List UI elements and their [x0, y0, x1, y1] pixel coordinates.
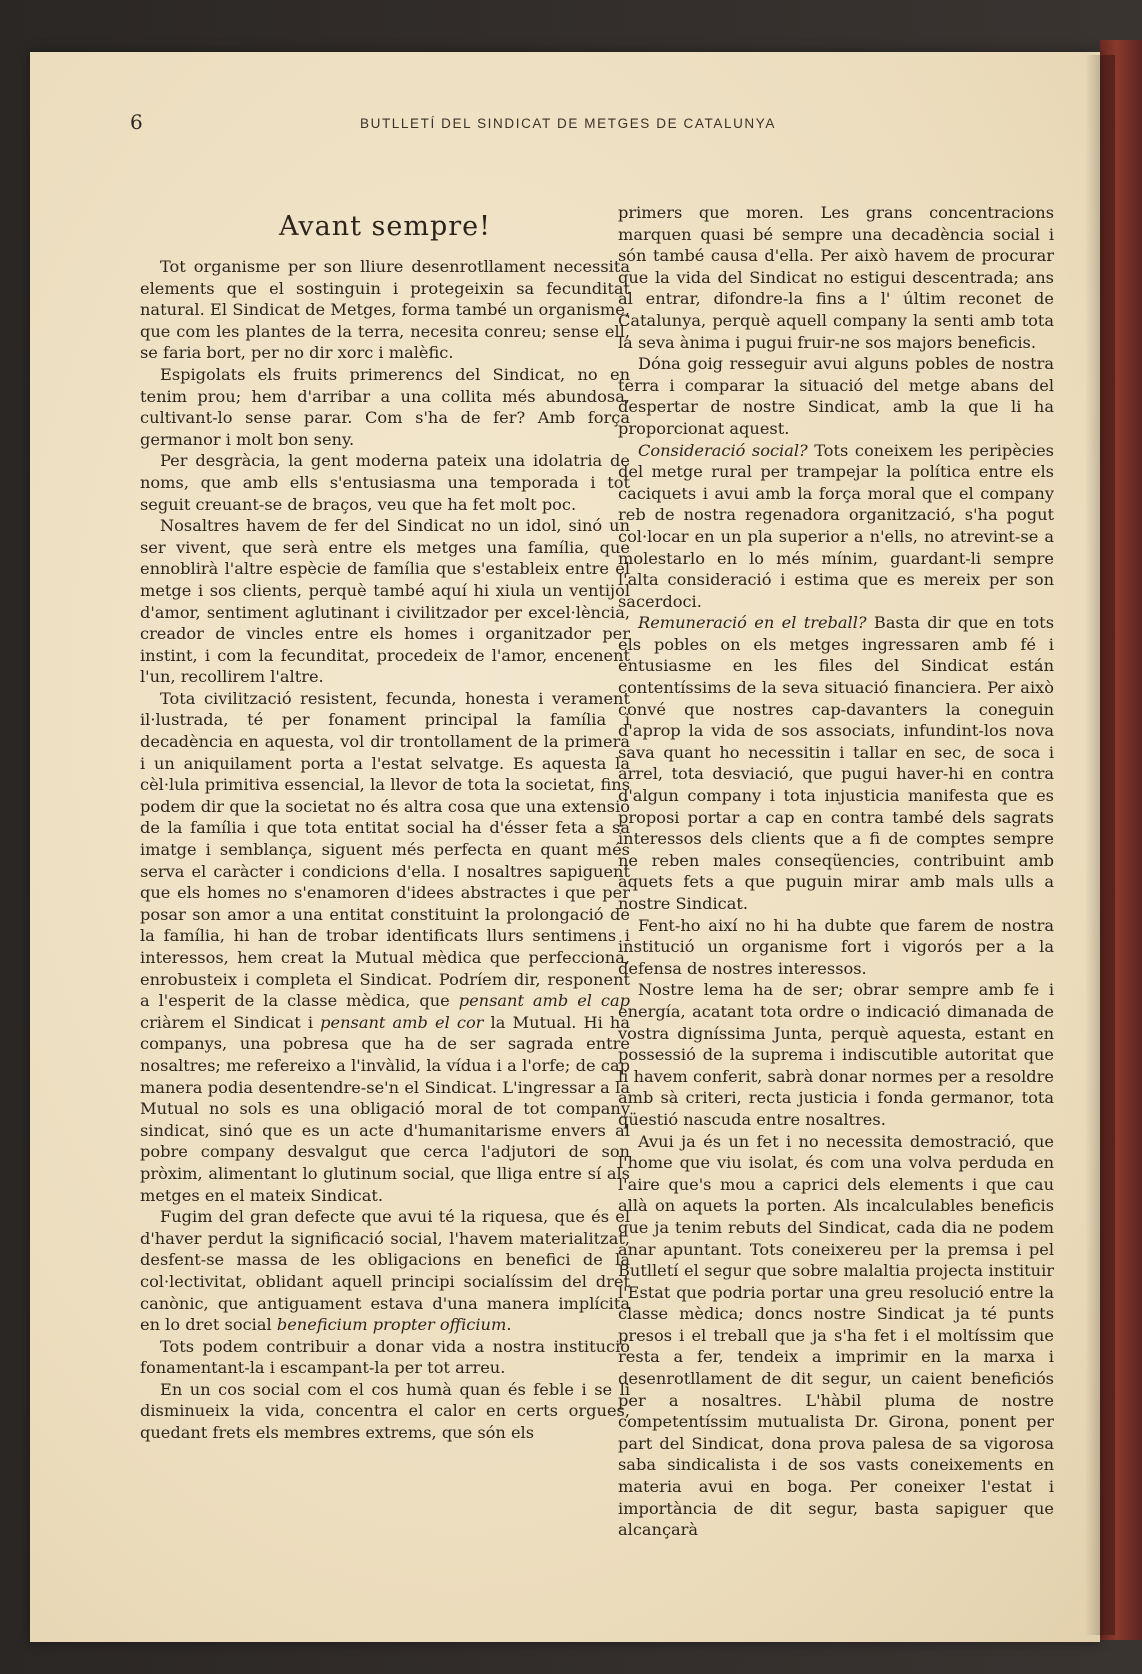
paragraph: Tot organisme per son lliure desenrotllament necessita elements que el sostinguin i protegeixin sa fecunditat natural. El Sindicat de Metges, forma també un organisme, que com les plantes de la terra, necesita conreu; sense ell, se faria bort, per no dir xorc i malèfic.: [140, 257, 630, 363]
paragraph: primers que moren. Les grans concentracions marquen quasi bé sempre una decadència social i són també causa d'ella. Per això havem de procurar que la vida del Sindicat no estigui descentrada; ans al entrar, difondre-la fins a l' últim reconet de Catalunya, perquè aquell company la senti amb tota la seva ànima i pugui fruir-ne sos majors beneficis.: [618, 203, 1054, 352]
paragraph: Per desgràcia, la gent moderna pateix una idolatria de noms, que amb ells s'entusiasma una temporada i tot seguit creuant-se de braços, veu que ha fet molt poc.: [140, 451, 630, 514]
text-run: criàrem el Sindicat i: [140, 1012, 321, 1032]
italic-phrase: pensant amb el cor: [320, 1012, 484, 1032]
paragraph: Nosaltres havem de fer del Sindicat no un idol, sinó un ser vivent, que serà entre els metges una família, que ennoblirà l'altre espècie de família que s'estableix entre el metge i sos clients, perquè també aquí hi xiula un ventijol d'amor, sentiment aglutinant i civilitzador per excel·lència, creador de vincles entre els homes i organitzador per instint, i com la fecunditat, procedeix de l'amor, encenent l'un, recollirem l'altre.: [140, 516, 630, 687]
left-column: [140, 202, 630, 1444]
paragraph: Nostre lema ha de ser; obrar sempre amb fe i energía, acatant tota ordre o indicació dimanada de vostra digníssima Junta, perquè aquesta, estant en possessió de la suprema i indiscutible autoritat que li havem conferit, sabrà donar normes per a resoldre amb sà criteri, recta justicia i fonda germanor, tota qüestió nascuda entre nosaltres.: [618, 980, 1054, 1129]
paragraph: [140, 1206, 630, 1336]
article-title: Avant sempre!: [278, 211, 492, 242]
italic-phrase: beneficium propter officium: [276, 1315, 507, 1335]
text-run: .: [506, 1315, 512, 1335]
page-number: 6: [130, 110, 143, 134]
text-run: la Mutual. Hi ha companys, una pobresa que ha de ser sagrada entre nosaltres; me refereixo a l'invàlid, la vídua i a l'orfe; de cap manera podia desentendre-se'n el Sindicat. L'ingressar a la Mutual no sols es una obligació moral de tot company sindicat, sinó que es un acte d'humanitarisme envers al pobre company desvalgut que cerca l'adjutori de son pròxim, alimentant lo glutinum social, que lliga entre sí als metges en el mateix Sindicat.: [140, 1012, 630, 1205]
paragraph: En un cos social com el cos humà quan és feble i se li disminueix la vida, concentra el calor en certs orgues, quedant frets els membres extrems, que són els: [140, 1379, 630, 1443]
paragraph: [618, 440, 1054, 613]
text-run: Basta dir que en tots els pobles on els metges ingressaren amb fé i entusiasme en les files del Sindicat están contentíssims de la seva situació financiera. Per això convé que nostres cap-davanters la coneguin d'aprop la vida de sos associats, infundint-los nova sava quant ho necessitin i tallar en sec, de soca i arrel, tota desviació, que pugui haver-hi en contra d'algun company i tota injusticia manifesta que es proposi portar a cap en contra també dels sagrats interessos dels clients que a fi de comptes sempre ne reben males conseqüencies, contribuint amb aquets fets a que puguin mirar amb mals ulls a nostre Sindicat.: [618, 613, 1054, 913]
italic-phrase: Consideració social?: [638, 440, 808, 460]
text-run: Tots coneixem les peripècies del metge rural per trampejar la política entre els caciquets i avui amb la força moral que el company reb de nostra regenadora organització, s'ha pogut col·locar en un pla superior a n'ells, no atrevint-se a molestarlo en lo més mínim, guardant-li sempre l'alta consideració i estima que es mereix per son sacerdoci.: [618, 440, 1054, 611]
paragraph: [140, 688, 630, 1206]
document-page: [30, 52, 1100, 1642]
page-gutter-shadow: [1085, 55, 1115, 1635]
paragraph: Espigolats els fruits primerencs del Sindicat, no en tenim prou; hem d'arribar a una collita més abundosa, cultivant-lo sense parar. Com s'ha de fer? Amb força germanor i molt bon seny.: [140, 364, 630, 449]
paragraph: Dóna goig resseguir avui alguns pobles de nostra terra i comparar la situació del metge abans del despertar de nostre Sindicat, amb la que li ha proporcionat aquest.: [618, 354, 1054, 438]
right-column: [618, 202, 1054, 1541]
text-run: Fugim del gran defecte que avui té la riquesa, que és el d'haver perdut la significació social, l'havem materialitzat, desfent-se massa de les obligacions en benefici de la col·lectivitat, oblidant aquell principi socialíssim del dret canònic, que antiguament estava d'una manera implícita en lo dret social: [140, 1207, 630, 1335]
running-head: BUTLLETÍ DEL SINDICAT DE METGES DE CATALUNYA: [360, 116, 776, 131]
paragraph: [618, 612, 1054, 914]
paragraph: Tots podem contribuir a donar vida a nostra institució fonamentant-la i escampant-la per tot arreu.: [140, 1336, 630, 1378]
italic-phrase: Remuneració en el treball?: [638, 613, 867, 633]
paragraph: Avui ja és un fet i no necessita demostració, que l'home que viu isolat, és com una volva perduda en l'aire que's mou a caprici dels elements i que cau allà on aquets la porten. Als incalculables beneficis que ja tenim rebuts del Sindicat, cada dia ne podem anar apuntant. Tots coneixereu per la premsa i pel Butlletí el segur que sobre malaltia projecta instituir l'Estat que podria portar una greu resolució entre la classe mèdica; doncs nostre Sindicat ja té punts presos i el treball que ja s'ha fet i el moltíssim que resta a fer, tendeix a imprimir en la marxa i desenrotllament de dit segur, un caient beneficiós per a nosaltres. L'hàbil pluma de nostre competentíssim mutualista Dr. Girona, ponent per part del Sindicat, dona prova palesa de sa vigorosa saba sindicalista i de sos vasts coneixements en materia avui en boga. Per coneixer l'estat i importància de dit segur, basta sapiguer que alcançarà: [618, 1131, 1054, 1540]
italic-phrase: pensant amb el cap: [458, 991, 630, 1011]
text-run: Tota civilització resistent, fecunda, honesta i verament il·lustrada, té per fonament principal la família i decadència en aquesta, vol dir trontollament de la primera i un aniquilament porta a l'estat selvatge. Es aquesta la cèl·lula primitiva essencial, la llevor de tota la societat, fins podem dir que la societat no és altra cosa que una extensió de la família i que tota entitat social ha d'ésser feta a sa imatge i semblança, siguent més perfecta en quant més serva el caràcter i condicions d'ella. I nosaltres sapiguent que els homes no s'enamoren d'idees abstractes i que per posar son amor a una entitat constituint la prolongació de la família, hi han de trobar identificats llurs sentimens i interessos, hem creat la Mutual mèdica que perfecciona, enrobusteix i completa el Sindicat. Podríem dir, responent a l'esperit de la classe mèdica, que: [140, 688, 630, 1011]
paragraph: Fent-ho així no hi ha dubte que farem de nostra institució un organisme fort i vigorós per a la defensa de nostres interessos.: [618, 915, 1054, 978]
